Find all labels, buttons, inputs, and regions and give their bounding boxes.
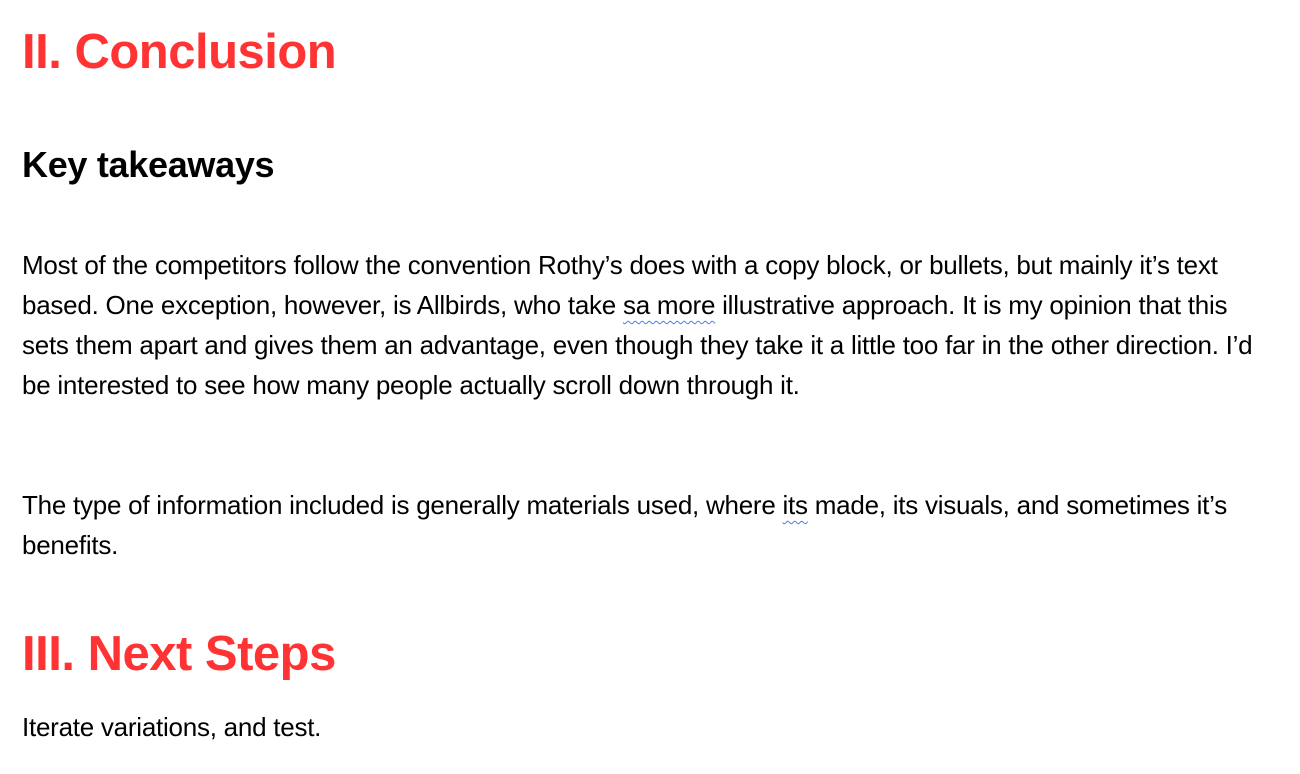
paragraph-information-types[interactable] [22, 485, 1272, 565]
paragraph-text: made, its visuals, and sometimes it’s benefits. [22, 490, 1227, 560]
spellcheck-flag-sa-more[interactable]: sa more [623, 290, 716, 320]
section-heading-conclusion: II. Conclusion [22, 25, 337, 79]
paragraph-next-steps[interactable]: Iterate variations, and test. [22, 712, 322, 742]
section-heading-next-steps: III. Next Steps [22, 627, 336, 681]
paragraph-text: Most of the competitors follow the convention Rothy’s does with a copy block, or bullets, but mainly it’s text based. One exception, however, is Allbirds, who take [22, 250, 1218, 320]
paragraph-text: illustrative approach. It is my opinion that this sets them apart and gives them an advantage, even though they take it a little too far in the other direction. I’d be interested to see how many people actually scroll down through it. [22, 290, 1253, 400]
spellcheck-flag-its[interactable]: its [782, 490, 808, 520]
paragraph-text: The type of information included is generally materials used, where [22, 490, 783, 520]
subheading-key-takeaways: Key takeaways [22, 144, 275, 185]
paragraph-competitors[interactable] [22, 245, 1272, 405]
